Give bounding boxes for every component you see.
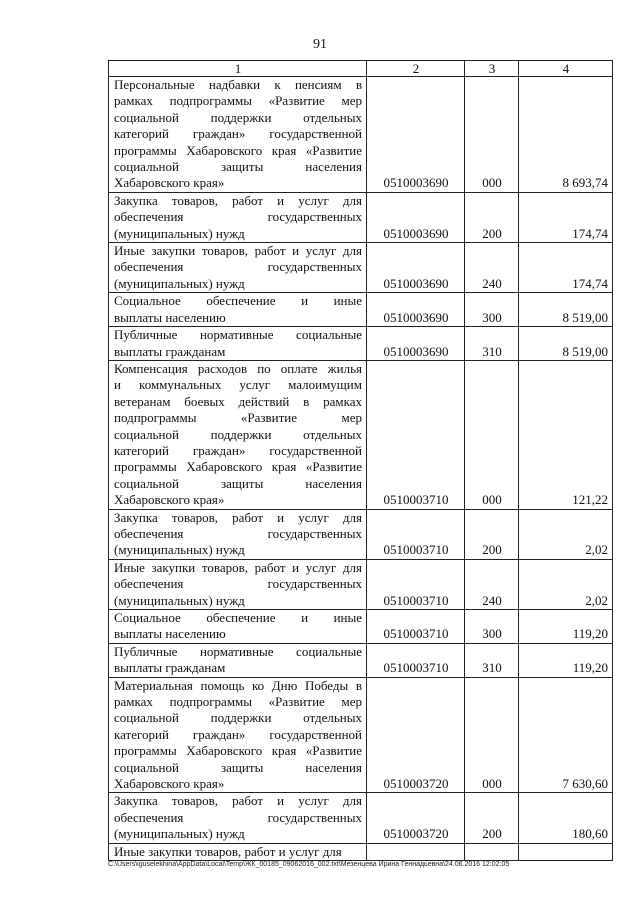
description-line: выплаты населению xyxy=(114,309,226,325)
table-row xyxy=(109,77,613,193)
row-type: 000 xyxy=(465,360,519,509)
description-line: (муниципальных) нужд xyxy=(114,826,245,842)
row-type: 310 xyxy=(465,327,519,361)
table-row xyxy=(109,327,613,361)
description-line: Хабаровского края» xyxy=(114,175,225,191)
row-type xyxy=(465,843,519,860)
description-line: подпрограммы «Развитие мер xyxy=(114,410,362,426)
row-description xyxy=(109,192,367,242)
row-amount: 8 693,74 xyxy=(519,77,613,193)
description-line: рамках подпрограммы «Развитие мер xyxy=(114,93,362,109)
description-line: обеспечения государственных xyxy=(114,809,362,825)
row-description xyxy=(109,293,367,327)
description-line: социальной поддержки отдельных xyxy=(114,109,362,125)
table-row xyxy=(109,293,613,327)
description-line: социальной поддержки отдельных xyxy=(114,426,362,442)
row-type: 200 xyxy=(465,793,519,843)
description-line: категорий граждан» государственной xyxy=(114,442,362,458)
description-line: социальной поддержки отдельных xyxy=(114,710,362,726)
description-line: категорий граждан» государственной xyxy=(114,126,362,142)
table-row xyxy=(109,643,613,677)
row-code: 0510003710 xyxy=(367,559,465,609)
row-amount: 174,74 xyxy=(519,243,613,293)
table-row xyxy=(109,192,613,242)
description-line: Иные закупки товаров, работ и услуг для xyxy=(114,843,342,859)
row-description xyxy=(109,677,367,793)
row-description xyxy=(109,243,367,293)
description-line: рамках подпрограммы «Развитие мер xyxy=(114,694,362,710)
description-line: обеспечения государственных xyxy=(114,259,362,275)
header-row xyxy=(109,61,613,77)
row-amount xyxy=(519,843,613,860)
description-line: Публичные нормативные социальные xyxy=(114,327,362,343)
table-row xyxy=(109,509,613,559)
description-line: (муниципальных) нужд xyxy=(114,592,245,608)
row-amount: 2,02 xyxy=(519,509,613,559)
description-line: программы Хабаровского края «Развитие xyxy=(114,743,362,759)
row-description xyxy=(109,327,367,361)
row-type: 300 xyxy=(465,610,519,644)
row-code: 0510003720 xyxy=(367,793,465,843)
row-code: 0510003690 xyxy=(367,327,465,361)
table-row xyxy=(109,793,613,843)
row-type: 200 xyxy=(465,509,519,559)
description-line: социальной защиты населения xyxy=(114,159,362,175)
row-code: 0510003710 xyxy=(367,610,465,644)
description-line: обеспечения государственных xyxy=(114,576,362,592)
row-amount: 119,20 xyxy=(519,643,613,677)
description-line: Материальная помощь ко Дню Победы в xyxy=(114,677,362,693)
description-line: и коммунальных услуг малоимущим xyxy=(114,377,362,393)
row-description xyxy=(109,360,367,509)
row-code: 0510003690 xyxy=(367,77,465,193)
row-code: 0510003710 xyxy=(367,360,465,509)
description-line: Хабаровского края» xyxy=(114,776,225,792)
table-row xyxy=(109,677,613,793)
row-description xyxy=(109,509,367,559)
row-amount: 2,02 xyxy=(519,559,613,609)
description-line: социальной защиты населения xyxy=(114,475,362,491)
description-line: обеспечения государственных xyxy=(114,209,362,225)
row-amount: 121,22 xyxy=(519,360,613,509)
file-path-footer: C:\Users\iguselekhina\AppData\Local\Temp\ЖК_00185_09062016_002.txt\Мезенцева Ирина Геннадьевна\24.06.2016 12:02:05 xyxy=(108,861,510,868)
description-line: ветеранам боевых действий в рамках xyxy=(114,393,362,409)
row-code: 0510003690 xyxy=(367,243,465,293)
description-line: (муниципальных) нужд xyxy=(114,275,245,291)
row-description xyxy=(109,643,367,677)
description-line: Компенсация расходов по оплате жилья xyxy=(114,360,362,376)
description-line: выплаты гражданам xyxy=(114,660,226,676)
row-amount: 8 519,00 xyxy=(519,293,613,327)
table-row xyxy=(109,610,613,644)
row-code: 0510003690 xyxy=(367,293,465,327)
description-line: выплаты гражданам xyxy=(114,343,226,359)
description-line: (муниципальных) нужд xyxy=(114,542,245,558)
budget-table xyxy=(108,60,613,861)
row-description xyxy=(109,793,367,843)
description-line: Иные закупки товаров, работ и услуг для xyxy=(114,559,362,575)
row-description xyxy=(109,610,367,644)
row-amount: 174,74 xyxy=(519,192,613,242)
description-line: Социальное обеспечение и иные xyxy=(114,293,362,309)
row-type: 200 xyxy=(465,192,519,242)
table-row xyxy=(109,360,613,509)
row-description xyxy=(109,77,367,193)
column-header-3: 3 xyxy=(465,61,519,77)
description-line: обеспечения государственных xyxy=(114,525,362,541)
page-number: 91 xyxy=(313,37,327,52)
table-row xyxy=(109,843,613,860)
row-description xyxy=(109,843,367,860)
description-line: Хабаровского края» xyxy=(114,492,225,508)
table-row xyxy=(109,243,613,293)
row-code: 0510003710 xyxy=(367,509,465,559)
table-row xyxy=(109,559,613,609)
column-header-4: 4 xyxy=(519,61,613,77)
row-amount: 180,60 xyxy=(519,793,613,843)
row-type: 240 xyxy=(465,559,519,609)
description-line: программы Хабаровского края «Развитие xyxy=(114,142,362,158)
description-line: социальной защиты населения xyxy=(114,759,362,775)
description-line: Закупка товаров, работ и услуг для xyxy=(114,793,362,809)
row-code: 0510003720 xyxy=(367,677,465,793)
column-header-1: 1 xyxy=(109,61,367,77)
row-code: 0510003710 xyxy=(367,643,465,677)
description-line: Публичные нормативные социальные xyxy=(114,643,362,659)
row-type: 000 xyxy=(465,77,519,193)
row-type: 000 xyxy=(465,677,519,793)
row-amount: 8 519,00 xyxy=(519,327,613,361)
description-line: Иные закупки товаров, работ и услуг для xyxy=(114,243,362,259)
row-amount: 7 630,60 xyxy=(519,677,613,793)
description-line: Персональные надбавки к пенсиям в xyxy=(114,77,362,92)
description-line: категорий граждан» государственной xyxy=(114,726,362,742)
row-code: 0510003690 xyxy=(367,192,465,242)
row-type: 300 xyxy=(465,293,519,327)
row-code xyxy=(367,843,465,860)
row-amount: 119,20 xyxy=(519,610,613,644)
description-line: программы Хабаровского края «Развитие xyxy=(114,459,362,475)
row-description xyxy=(109,559,367,609)
row-type: 240 xyxy=(465,243,519,293)
description-line: Закупка товаров, работ и услуг для xyxy=(114,509,362,525)
description-line: (муниципальных) нужд xyxy=(114,225,245,241)
column-header-2: 2 xyxy=(367,61,465,77)
description-line: выплаты населению xyxy=(114,626,226,642)
row-type: 310 xyxy=(465,643,519,677)
description-line: Социальное обеспечение и иные xyxy=(114,610,362,625)
description-line: Закупка товаров, работ и услуг для xyxy=(114,192,362,208)
